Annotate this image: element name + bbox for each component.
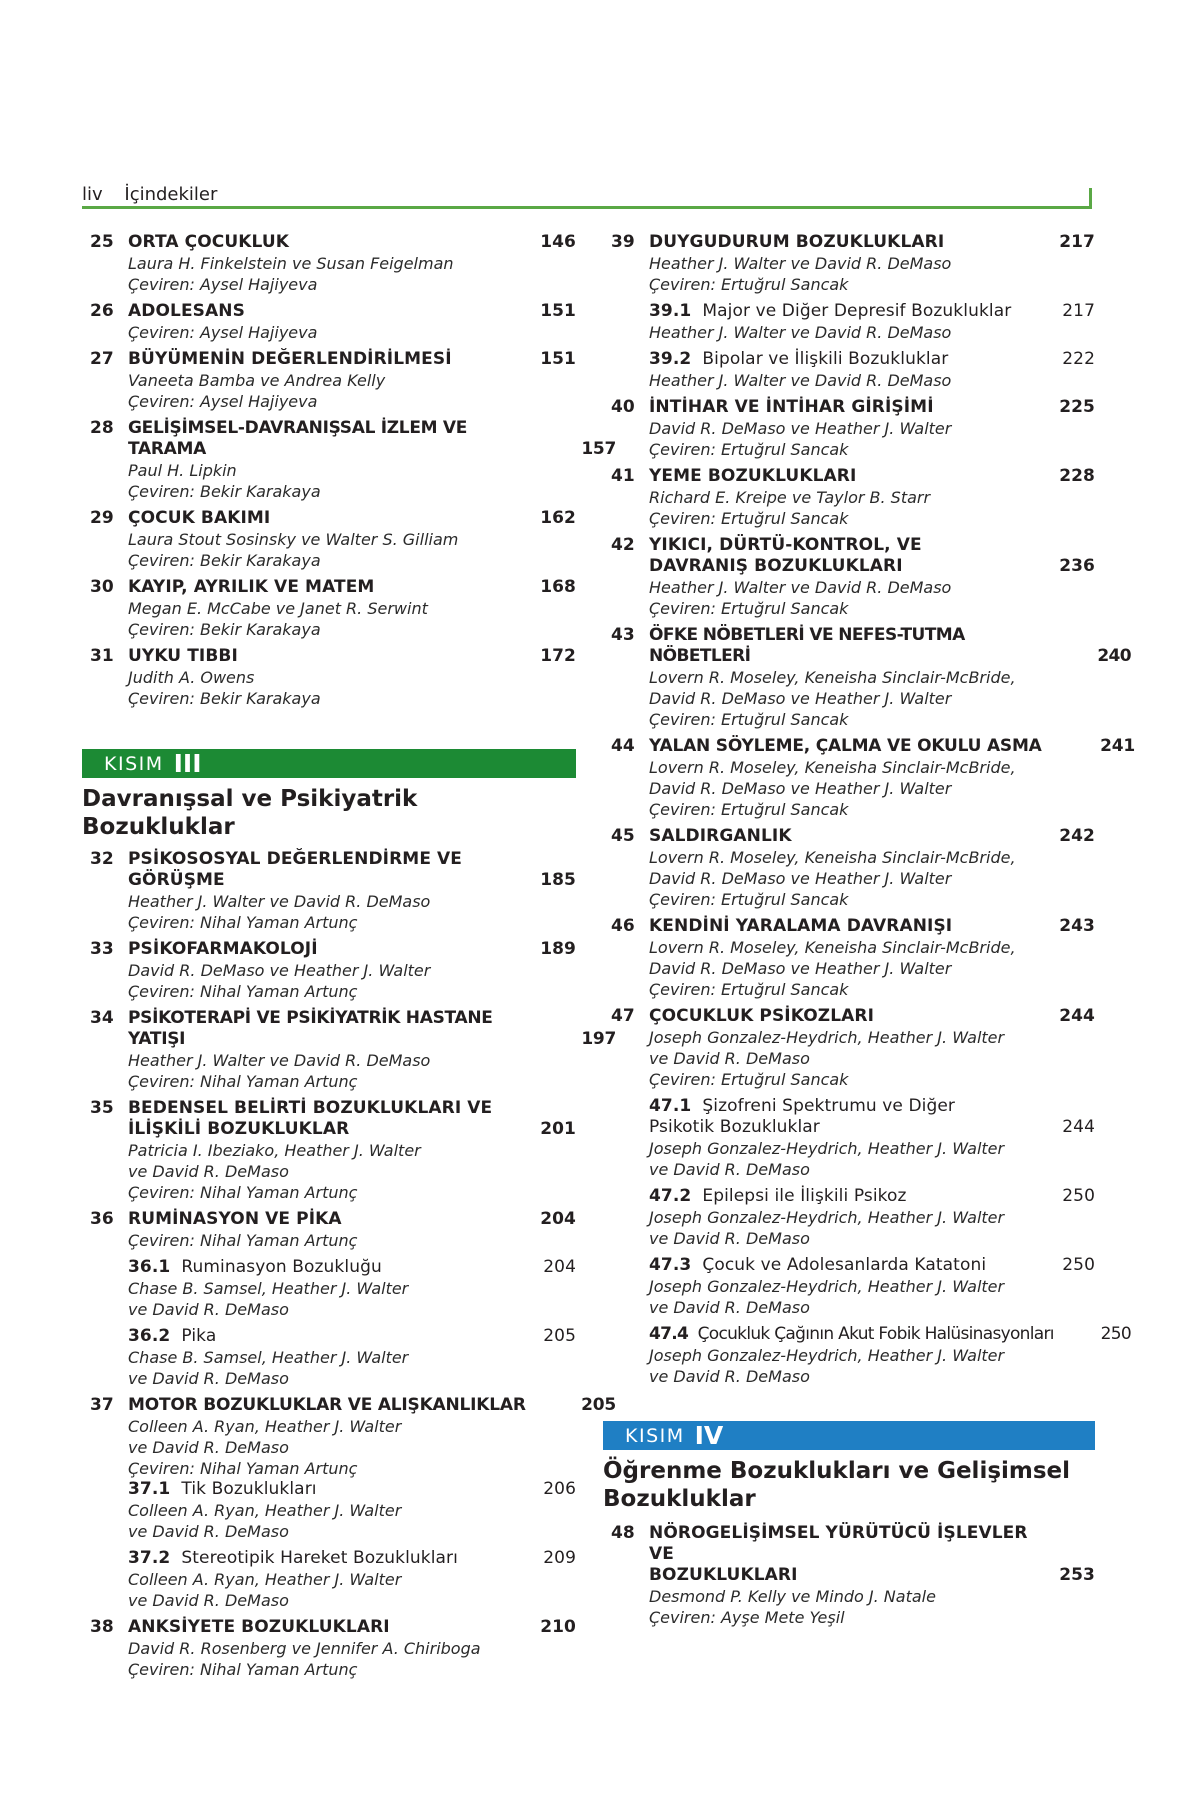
authors: ve David R. DeMaso [649,1367,810,1386]
chapter-number: 36 [90,1209,114,1229]
subchapter-title: 47.2 Epilepsi ile İlişkili Psikoz 250 [649,1186,1095,1206]
authors: Lovern R. Moseley, Keneisha Sinclair-McBride, [649,668,1016,687]
chapter-number: 39 [611,232,635,252]
header-rule [82,206,1092,209]
authors: Heather J. Walter ve David R. DeMaso [649,323,952,342]
translator: Çeviren: Ertuğrul Sancak [649,599,849,618]
authors: ve David R. DeMaso [128,1438,289,1457]
toc-subentry-47-2[interactable] [603,1186,1095,1207]
toc-entry-48[interactable] [603,1523,1095,1586]
toc-column-right [603,232,1135,1628]
toc-entry-43[interactable] [603,625,1131,667]
page-ref: 205 [543,1326,576,1346]
toc-entry-45[interactable] [603,826,1095,847]
authors: ve David R. DeMaso [128,1300,289,1319]
translator: Çeviren: Nihal Yaman Artunç [128,982,358,1001]
toc-entry-37[interactable] [82,1395,616,1416]
page-ref: 241 [1100,736,1135,756]
chapter-title: UYKU TIBBI 172 [128,646,576,666]
chapter-title: BEDENSEL BELİRTİ BOZUKLUKLARI VE İLİŞKİLİ BOZUKLUKLAR 201 [128,1098,576,1139]
chapter-title: DUYGUDURUM BOZUKLUKLARI 217 [649,232,1095,252]
chapter-title: ORTA ÇOCUKLUK 146 [128,232,576,252]
chapter-number: 45 [611,826,635,846]
authors: Heather J. Walter ve David R. DeMaso [649,578,952,597]
toc-entry-32[interactable] [82,849,576,891]
toc-subentry-37-1[interactable] [82,1479,576,1500]
toc-subentry-36-1[interactable] [82,1257,576,1278]
authors: ve David R. DeMaso [649,1049,810,1068]
page-ref: 250 [1062,1186,1095,1206]
toc-column-left [82,232,616,1680]
chapter-title: RUMİNASYON VE PİKA 204 [128,1209,576,1229]
toc-entry-31[interactable] [82,646,576,667]
translator: Çeviren: Bekir Karakaya [128,689,321,708]
toc-entry-33[interactable] [82,939,576,960]
toc-entry-47[interactable] [603,1006,1095,1027]
translator: Çeviren: Aysel Hajiyeva [128,275,318,294]
chapter-number: 26 [90,301,114,321]
toc-subentry-39-1[interactable] [603,301,1095,322]
header-title: İçindekiler [124,184,218,205]
toc-subentry-47-4[interactable] [603,1324,1131,1345]
authors: Heather J. Walter ve David R. DeMaso [649,371,952,390]
authors: Colleen A. Ryan, Heather J. Walter [128,1417,402,1436]
authors: David R. DeMaso ve Heather J. Walter [649,779,952,798]
subchapter-title: 39.1 Major ve Diğer Depresif Bozukluklar 217 [649,301,1095,321]
page-ref: 242 [1059,826,1095,846]
authors: ve David R. DeMaso [649,1160,810,1179]
authors: Heather J. Walter ve David R. DeMaso [128,892,431,911]
chapter-title: ÖFKE NÖBETLERİ VE NEFES-TUTMA NÖBETLERİ 240 [649,625,1131,666]
page-ref: 168 [540,577,576,597]
part-title: Öğrenme Bozuklukları ve Gelişimsel Bozukluklar [603,1458,1071,1512]
toc-entry-27[interactable] [82,349,576,370]
toc-entry-36[interactable] [82,1209,576,1230]
toc-subentry-47-3[interactable] [603,1255,1095,1276]
translator: Çeviren: Nihal Yaman Artunç [128,1072,358,1091]
authors: Colleen A. Ryan, Heather J. Walter [128,1570,402,1589]
page-ref: 185 [540,870,576,890]
page-ref: 225 [1059,397,1095,417]
chapter-number: 35 [90,1098,114,1118]
subchapter-title: 39.2 Bipolar ve İlişkili Bozukluklar 222 [649,349,1095,369]
chapter-number: 25 [90,232,114,252]
authors: Chase B. Samsel, Heather J. Walter [128,1348,409,1367]
translator: Çeviren: Nihal Yaman Artunç [128,1459,358,1478]
page-ref: 204 [540,1209,576,1229]
chapter-number: 30 [90,577,114,597]
translator: Çeviren: Aysel Hajiyeva [128,392,318,411]
chapter-title: BÜYÜMENİN DEĞERLENDİRİLMESİ 151 [128,349,576,369]
chapter-number: 46 [611,916,635,936]
chapter-title: PSİKOSOSYAL DEĞERLENDİRME VE GÖRÜŞME 185 [128,849,576,890]
chapter-title: GELİŞİMSEL-DAVRANIŞSAL İZLEM VE TARAMA 157 [128,418,616,459]
chapter-number: 31 [90,646,114,666]
subchapter-title: 37.2 Stereotipik Hareket Bozuklukları 209 [128,1548,576,1568]
page-ref: 201 [540,1119,576,1139]
authors: Patricia I. Ibeziako, Heather J. Walter [128,1141,421,1160]
page-ref: 189 [540,939,576,959]
translator: Çeviren: Nihal Yaman Artunç [128,1660,358,1679]
translator: Çeviren: Ertuğrul Sancak [649,800,849,819]
chapter-number: 33 [90,939,114,959]
kisim-4-banner [603,1421,1095,1450]
authors: David R. DeMaso ve Heather J. Walter [649,959,952,978]
page-ref: 197 [581,1029,616,1049]
toc-subentry-37-2[interactable] [82,1548,576,1569]
authors: ve David R. DeMaso [649,1298,810,1317]
chapter-title: İNTİHAR VE İNTİHAR GİRİŞİMİ 225 [649,397,1095,417]
translator: Çeviren: Nihal Yaman Artunç [128,913,358,932]
authors: Desmond P. Kelly ve Mindo J. Natale [649,1587,936,1606]
translator: Çeviren: Ertuğrul Sancak [649,509,849,528]
page-ref: 162 [540,508,576,528]
page-ref: 222 [1062,349,1095,369]
chapter-title: YALAN SÖYLEME, ÇALMA VE OKULU ASMA 241 [649,736,1135,756]
chapter-number: 47 [611,1006,635,1026]
page-ref: 217 [1062,301,1095,321]
kisim-label: KISIM [104,752,164,775]
page-ref: 204 [543,1257,576,1277]
page-ref: 244 [1059,1006,1095,1026]
running-header [82,184,217,205]
toc-subentry-39-2[interactable] [603,349,1095,370]
chapter-title: PSİKOFARMAKOLOJİ 189 [128,939,576,959]
authors: Judith A. Owens [128,668,255,687]
chapter-title: PSİKOTERAPİ VE PSİKİYATRİK HASTANE YATIŞI 197 [128,1008,616,1049]
translator: Çeviren: Aysel Hajiyeva [128,323,318,342]
chapter-number: 41 [611,466,635,486]
toc-entry-34[interactable] [82,1008,616,1050]
toc-entry-28[interactable] [82,418,616,460]
translator: Çeviren: Ayşe Mete Yeşil [649,1608,845,1627]
translator: Çeviren: Bekir Karakaya [128,482,321,501]
toc-entry-42[interactable] [603,535,1095,577]
chapter-number: 42 [611,535,635,555]
kisim-3-banner [82,749,576,778]
toc-entry-41[interactable] [603,466,1095,487]
page-ref: 206 [543,1479,576,1499]
authors: Colleen A. Ryan, Heather J. Walter [128,1501,402,1520]
authors: Lovern R. Moseley, Keneisha Sinclair-McBride, [649,848,1016,867]
toc-entry-26[interactable] [82,301,576,322]
translator: Çeviren: Nihal Yaman Artunç [128,1183,358,1202]
chapter-number: 40 [611,397,635,417]
authors: ve David R. DeMaso [649,1229,810,1248]
header-rule-tick [1089,188,1092,209]
authors: Megan E. McCabe ve Janet R. Serwint [128,599,428,618]
subchapter-title: 47.1 Şizofreni Spektrumu ve Diğer Psikotik Bozukluklar 244 [649,1096,1095,1137]
subchapter-title: 47.3 Çocuk ve Adolesanlarda Katatoni 250 [649,1255,1095,1275]
authors: Lovern R. Moseley, Keneisha Sinclair-McBride, [649,938,1016,957]
chapter-number: 37 [90,1395,114,1415]
authors: Joseph Gonzalez-Heydrich, Heather J. Walter [649,1028,1005,1047]
page-ref: 228 [1059,466,1095,486]
subchapter-title: 37.1 Tik Bozuklukları 206 [128,1479,576,1499]
authors: Joseph Gonzalez-Heydrich, Heather J. Walter [649,1208,1005,1227]
chapter-number: 32 [90,849,114,869]
page-ref: 243 [1059,916,1095,936]
chapter-number: 38 [90,1617,114,1637]
page-ref: 217 [1059,232,1095,252]
translator: Çeviren: Bekir Karakaya [128,620,321,639]
translator: Çeviren: Bekir Karakaya [128,551,321,570]
toc-entry-35[interactable] [82,1098,576,1140]
chapter-title: KAYIP, AYRILIK VE MATEM 168 [128,577,576,597]
authors: Laura H. Finkelstein ve Susan Feigelman [128,254,454,273]
translator: Çeviren: Ertuğrul Sancak [649,275,849,294]
page-ref: 250 [1100,1324,1131,1344]
authors: ve David R. DeMaso [128,1591,289,1610]
page-ref: 151 [540,349,576,369]
subchapter-title: 36.2 Pika 205 [128,1326,576,1346]
page-ref: 157 [581,439,616,459]
authors: Vaneeta Bamba ve Andrea Kelly [128,371,386,390]
toc-subentry-36-2[interactable] [82,1326,576,1347]
toc-entry-29[interactable] [82,508,576,529]
authors: ve David R. DeMaso [128,1162,289,1181]
page-ref: 236 [1059,556,1095,576]
chapter-title: SALDIRGANLIK 242 [649,826,1095,846]
authors: Chase B. Samsel, Heather J. Walter [128,1279,409,1298]
chapter-title: YEME BOZUKLUKLARI 228 [649,466,1095,486]
toc-entry-44[interactable] [603,736,1135,757]
kisim-number: III [173,749,202,778]
chapter-number: 29 [90,508,114,528]
toc-entry-46[interactable] [603,916,1095,937]
chapter-title: KENDİNİ YARALAMA DAVRANIŞI 243 [649,916,1095,936]
toc-subentry-47-1[interactable] [603,1096,1095,1138]
page-ref: 172 [540,646,576,666]
chapter-title: ADOLESANS 151 [128,301,576,321]
page-ref: 250 [1062,1255,1095,1275]
chapter-title: YIKICI, DÜRTÜ-KONTROL, VE DAVRANIŞ BOZUKLUKLARI 236 [649,535,1095,576]
subchapter-title: 47.4 Çocukluk Çağının Akut Fobik Halüsinasyonları 250 [649,1324,1131,1344]
translator: Çeviren: Ertuğrul Sancak [649,980,849,999]
chapter-title: ÇOCUKLUK PSİKOZLARI 244 [649,1006,1095,1026]
page-ref: 209 [543,1548,576,1568]
chapter-number: 28 [90,418,114,438]
toc-entry-38[interactable] [82,1617,576,1638]
authors: Joseph Gonzalez-Heydrich, Heather J. Walter [649,1277,1005,1296]
chapter-title: MOTOR BOZUKLUKLAR VE ALIŞKANLIKLAR 205 [128,1395,616,1415]
page-ref: 253 [1059,1565,1095,1585]
page-ref: 210 [540,1617,576,1637]
chapter-title: ANKSİYETE BOZUKLUKLARI 210 [128,1617,576,1637]
authors: ve David R. DeMaso [128,1522,289,1541]
toc-entry-39[interactable] [603,232,1095,253]
chapter-number: 44 [611,736,635,756]
chapter-title: ÇOCUK BAKIMI 162 [128,508,576,528]
translator: Çeviren: Ertuğrul Sancak [649,710,849,729]
chapter-number: 48 [611,1523,635,1543]
page-ref: 240 [1097,646,1131,666]
toc-entry-30[interactable] [82,577,576,598]
authors: Joseph Gonzalez-Heydrich, Heather J. Walter [649,1139,1005,1158]
authors: Joseph Gonzalez-Heydrich, Heather J. Walter [649,1346,1005,1365]
subchapter-title: 36.1 Ruminasyon Bozukluğu 204 [128,1257,576,1277]
authors: Richard E. Kreipe ve Taylor B. Starr [649,488,931,507]
authors: David R. DeMaso ve Heather J. Walter [649,869,952,888]
translator: Çeviren: Ertuğrul Sancak [649,440,849,459]
chapter-number: 43 [611,625,635,645]
authors: ve David R. DeMaso [128,1369,289,1388]
kisim-label: KISIM [625,1424,685,1447]
translator: Çeviren: Nihal Yaman Artunç [128,1231,358,1250]
toc-entry-25[interactable] [82,232,576,253]
page-ref: 146 [540,232,576,252]
toc-entry-40[interactable] [603,397,1095,418]
translator: Çeviren: Ertuğrul Sancak [649,1070,849,1089]
page-ref: 205 [581,1395,616,1415]
page-number: liv [82,184,103,205]
authors: Paul H. Lipkin [128,461,237,480]
page-ref: 244 [1062,1117,1095,1137]
part-title: Davranışsal ve Psikiyatrik Bozukluklar [82,786,418,840]
translator: Çeviren: Ertuğrul Sancak [649,890,849,909]
chapter-title: NÖROGELİŞİMSEL YÜRÜTÜCÜ İŞLEVLER VE BOZUKLUKLARI 253 [649,1523,1095,1585]
authors: David R. DeMaso ve Heather J. Walter [649,419,952,438]
authors: Heather J. Walter ve David R. DeMaso [649,254,952,273]
authors: Laura Stout Sosinsky ve Walter S. Gilliam [128,530,459,549]
authors: David R. Rosenberg ve Jennifer A. Chiriboga [128,1639,481,1658]
chapter-number: 27 [90,349,114,369]
authors: David R. DeMaso ve Heather J. Walter [128,961,431,980]
authors: Heather J. Walter ve David R. DeMaso [128,1051,431,1070]
authors: David R. DeMaso ve Heather J. Walter [649,689,952,708]
authors: Lovern R. Moseley, Keneisha Sinclair-McBride, [649,758,1016,777]
chapter-number: 34 [90,1008,114,1028]
kisim-number: IV [694,1421,724,1450]
page-ref: 151 [540,301,576,321]
